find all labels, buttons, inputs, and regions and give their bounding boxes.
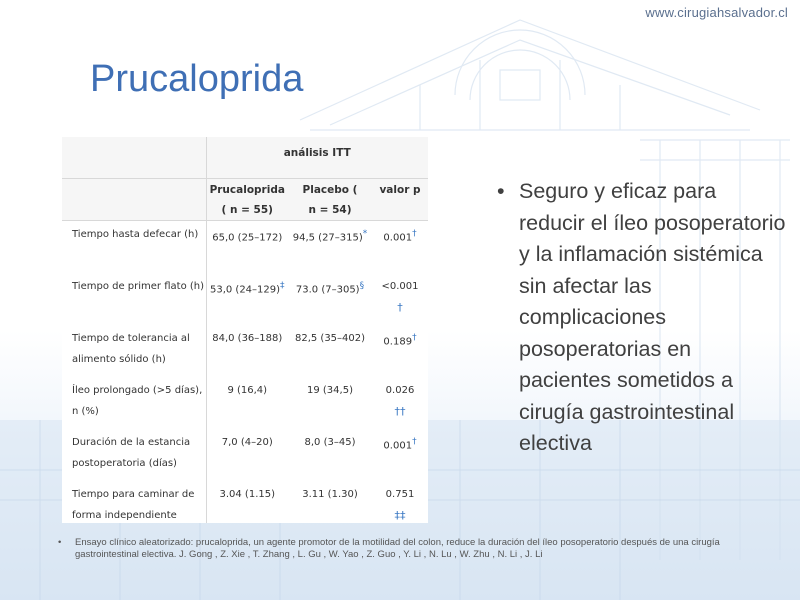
footnote-symbol: ‡‡ xyxy=(394,508,406,522)
value-text: 0.001 xyxy=(383,439,413,451)
value-text: 0.026 xyxy=(385,384,415,396)
slide-title: Prucaloprida xyxy=(90,58,304,100)
key-point-list xyxy=(497,176,787,460)
prucaloprida-value xyxy=(206,273,288,325)
table-row xyxy=(62,325,428,377)
reference-footnote xyxy=(58,537,768,561)
table-group-header-row xyxy=(62,137,428,178)
placebo-value xyxy=(288,429,372,481)
footnote-symbol: * xyxy=(362,228,368,239)
footnote-symbol: † xyxy=(412,228,417,239)
p-value xyxy=(372,377,428,429)
value-text: 19 (34,5) xyxy=(307,384,353,396)
row-label: Tiempo para caminar de forma independiente xyxy=(72,488,195,521)
row-label: Tiempo hasta defecar (h) xyxy=(72,228,199,240)
p-value xyxy=(372,325,428,377)
value-text: 3.11 (1.30) xyxy=(302,488,358,500)
prucaloprida-value xyxy=(206,377,288,429)
column-header-placebo xyxy=(288,178,372,220)
value-text: 9 (16,4) xyxy=(227,384,268,396)
value-text: 94,5 (27–315) xyxy=(292,231,363,243)
placebo-value xyxy=(288,220,372,273)
placebo-value xyxy=(288,481,372,524)
value-text: 53,0 (24–129) xyxy=(209,283,281,295)
p-value xyxy=(372,481,428,524)
column-header-line2: n = 54) xyxy=(308,203,352,216)
footnote-symbol: § xyxy=(359,280,365,291)
footnote-text: Ensayo clínico aleatorizado: prucaloprida, un agente promotor de la motilidad del colon, reduce la duración del íleo posoperatorio después de una cirugía gastrointestinal electiva. J. Gong , Z. Xie , T. Zhang , L. Gu , W. Yao , Z. Guo , Y. Li , N. Lu , W. Zhu , N. Li , J. Li xyxy=(75,537,720,560)
placebo-value xyxy=(288,273,372,325)
results-table xyxy=(62,137,428,523)
placebo-value xyxy=(288,377,372,429)
value-text: 65,0 (25–172) xyxy=(212,231,283,243)
p-value xyxy=(372,429,428,481)
row-label: Tiempo de tolerancia al alimento sólido (h) xyxy=(72,332,190,365)
value-text: 73.0 (7–305) xyxy=(295,283,360,295)
p-value xyxy=(372,273,428,325)
value-text: 0.001 xyxy=(383,231,413,243)
prucaloprida-value xyxy=(206,481,288,524)
key-point-text: Seguro y eficaz para reducir el íleo posoperatorio y la inflamación sistémica sin afectar las complicaciones posoperatorias en pacientes sometidos a cirugía gastrointestinal electiva xyxy=(519,179,786,455)
value-text: 3.04 (1.15) xyxy=(219,488,275,500)
row-label: Íleo prolongado (>5 días), n (%) xyxy=(72,384,203,417)
value-text: 84,0 (36–188) xyxy=(212,332,283,344)
column-header-p-value xyxy=(372,178,428,220)
column-header-line1: valor p xyxy=(379,183,421,196)
column-header-line1: Placebo ( xyxy=(302,183,358,196)
column-header-line2: ( n = 55) xyxy=(221,203,273,216)
column-header-line1: Prucaloprida xyxy=(209,183,285,196)
key-point-item xyxy=(497,176,787,460)
itt-group-header: análisis ITT xyxy=(206,137,428,178)
bullet-marker: • xyxy=(497,179,505,203)
prucaloprida-value xyxy=(206,220,288,273)
footnote-symbol: † xyxy=(412,332,417,343)
footnote-symbol: † xyxy=(397,300,403,314)
footnote-bullet: • xyxy=(58,537,62,548)
table-row xyxy=(62,273,428,325)
table-row xyxy=(62,429,428,481)
table-row xyxy=(62,220,428,273)
table-column-header-row xyxy=(62,178,428,220)
prucaloprida-value xyxy=(206,325,288,377)
footnote-symbol: †† xyxy=(394,404,406,418)
footnote-symbol: ‡ xyxy=(280,280,285,291)
website-url: www.cirugiahsalvador.cl xyxy=(645,5,788,20)
value-text: 0.189 xyxy=(383,335,413,347)
placebo-value xyxy=(288,325,372,377)
value-text: 0.751 xyxy=(385,488,415,500)
table-row xyxy=(62,481,428,524)
value-text: 7,0 (4–20) xyxy=(221,436,273,448)
row-label: Tiempo de primer flato (h) xyxy=(72,280,205,292)
value-text: 82,5 (35–402) xyxy=(294,332,366,344)
footnote-symbol: † xyxy=(412,436,417,447)
value-text: <0.001 xyxy=(381,280,419,292)
column-header-prucaloprida xyxy=(206,178,288,220)
value-text: 8,0 (3–45) xyxy=(304,436,356,448)
prucaloprida-value xyxy=(206,429,288,481)
p-value xyxy=(372,220,428,273)
table-row xyxy=(62,377,428,429)
row-label: Duración de la estancia postoperatoria (días) xyxy=(72,436,191,469)
